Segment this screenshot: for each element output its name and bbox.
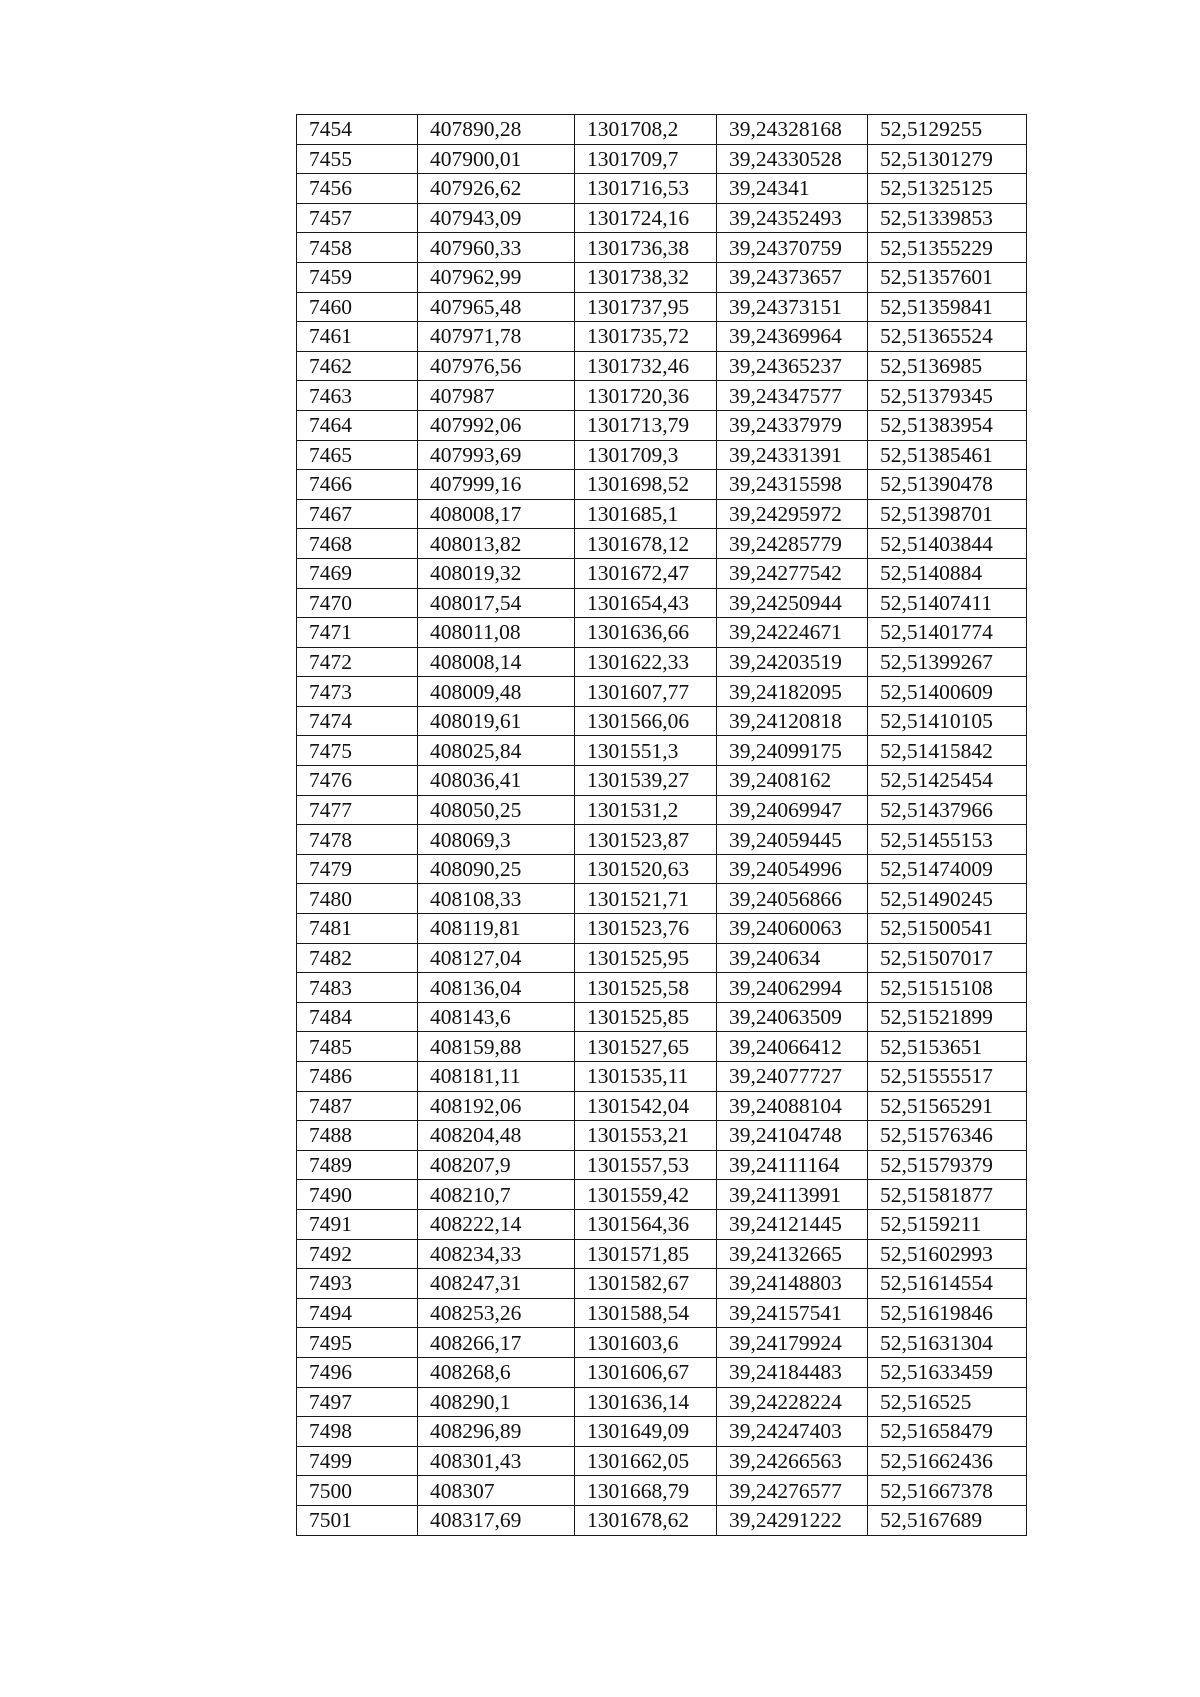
table-row	[297, 1328, 1027, 1358]
latitude-cell: 52,51565291	[868, 1091, 1027, 1121]
point-number-cell: 7497	[297, 1387, 418, 1417]
longitude-cell: 39,24224671	[717, 618, 868, 648]
x-coordinate-cell: 408013,82	[418, 529, 575, 559]
table-row	[297, 1387, 1027, 1417]
longitude-cell: 39,24121445	[717, 1209, 868, 1239]
table-row	[297, 677, 1027, 707]
latitude-cell: 52,51359841	[868, 292, 1027, 322]
y-coordinate-cell: 1301525,58	[575, 973, 717, 1003]
point-number-cell: 7487	[297, 1091, 418, 1121]
y-coordinate-cell: 1301566,06	[575, 706, 717, 736]
y-coordinate-cell: 1301571,85	[575, 1239, 717, 1269]
y-coordinate-cell: 1301709,7	[575, 144, 717, 174]
table-row	[297, 1150, 1027, 1180]
point-number-cell: 7479	[297, 854, 418, 884]
x-coordinate-cell: 408210,7	[418, 1180, 575, 1210]
latitude-cell: 52,516525	[868, 1387, 1027, 1417]
y-coordinate-cell: 1301737,95	[575, 292, 717, 322]
x-coordinate-cell: 407987	[418, 381, 575, 411]
table-row	[297, 322, 1027, 352]
table-row	[297, 203, 1027, 233]
point-number-cell: 7499	[297, 1446, 418, 1476]
x-coordinate-cell: 408127,04	[418, 943, 575, 973]
x-coordinate-cell: 408207,9	[418, 1150, 575, 1180]
table-row	[297, 854, 1027, 884]
x-coordinate-cell: 408069,3	[418, 825, 575, 855]
x-coordinate-cell: 408253,26	[418, 1298, 575, 1328]
table-row	[297, 262, 1027, 292]
table-row	[297, 292, 1027, 322]
point-number-cell: 7501	[297, 1505, 418, 1535]
longitude-cell: 39,24111164	[717, 1150, 868, 1180]
table-row	[297, 588, 1027, 618]
y-coordinate-cell: 1301520,63	[575, 854, 717, 884]
point-number-cell: 7477	[297, 795, 418, 825]
y-coordinate-cell: 1301709,3	[575, 440, 717, 470]
table-row	[297, 470, 1027, 500]
x-coordinate-cell: 408108,33	[418, 884, 575, 914]
table-row	[297, 529, 1027, 559]
longitude-cell: 39,24365237	[717, 351, 868, 381]
table-row	[297, 174, 1027, 204]
y-coordinate-cell: 1301557,53	[575, 1150, 717, 1180]
longitude-cell: 39,24148803	[717, 1269, 868, 1299]
latitude-cell: 52,51383954	[868, 410, 1027, 440]
point-number-cell: 7484	[297, 1002, 418, 1032]
latitude-cell: 52,51399267	[868, 647, 1027, 677]
longitude-cell: 39,24203519	[717, 647, 868, 677]
longitude-cell: 39,24182095	[717, 677, 868, 707]
x-coordinate-cell: 408009,48	[418, 677, 575, 707]
latitude-cell: 52,51385461	[868, 440, 1027, 470]
point-number-cell: 7460	[297, 292, 418, 322]
x-coordinate-cell: 408307	[418, 1476, 575, 1506]
table-row	[297, 1091, 1027, 1121]
x-coordinate-cell: 407900,01	[418, 144, 575, 174]
latitude-cell: 52,51619846	[868, 1298, 1027, 1328]
y-coordinate-cell: 1301564,36	[575, 1209, 717, 1239]
longitude-cell: 39,24373151	[717, 292, 868, 322]
point-number-cell: 7470	[297, 588, 418, 618]
x-coordinate-cell: 408268,6	[418, 1357, 575, 1387]
latitude-cell: 52,51576346	[868, 1121, 1027, 1151]
latitude-cell: 52,51339853	[868, 203, 1027, 233]
x-coordinate-cell: 408025,84	[418, 736, 575, 766]
latitude-cell: 52,51602993	[868, 1239, 1027, 1269]
longitude-cell: 39,24228224	[717, 1387, 868, 1417]
y-coordinate-cell: 1301553,21	[575, 1121, 717, 1151]
y-coordinate-cell: 1301654,43	[575, 588, 717, 618]
longitude-cell: 39,24062994	[717, 973, 868, 1003]
point-number-cell: 7467	[297, 499, 418, 529]
y-coordinate-cell: 1301735,72	[575, 322, 717, 352]
latitude-cell: 52,51355229	[868, 233, 1027, 263]
table-row	[297, 1357, 1027, 1387]
longitude-cell: 39,24157541	[717, 1298, 868, 1328]
point-number-cell: 7474	[297, 706, 418, 736]
y-coordinate-cell: 1301636,66	[575, 618, 717, 648]
longitude-cell: 39,24059445	[717, 825, 868, 855]
table-row	[297, 233, 1027, 263]
latitude-cell: 52,51379345	[868, 381, 1027, 411]
longitude-cell: 39,24099175	[717, 736, 868, 766]
longitude-cell: 39,24337979	[717, 410, 868, 440]
longitude-cell: 39,24331391	[717, 440, 868, 470]
point-number-cell: 7469	[297, 558, 418, 588]
table-row	[297, 943, 1027, 973]
latitude-cell: 52,51401774	[868, 618, 1027, 648]
latitude-cell: 52,51555517	[868, 1062, 1027, 1092]
y-coordinate-cell: 1301542,04	[575, 1091, 717, 1121]
table-row	[297, 115, 1027, 145]
y-coordinate-cell: 1301736,38	[575, 233, 717, 263]
longitude-cell: 39,24295972	[717, 499, 868, 529]
point-number-cell: 7493	[297, 1269, 418, 1299]
x-coordinate-cell: 408247,31	[418, 1269, 575, 1299]
point-number-cell: 7485	[297, 1032, 418, 1062]
x-coordinate-cell: 408011,08	[418, 618, 575, 648]
point-number-cell: 7471	[297, 618, 418, 648]
x-coordinate-cell: 408050,25	[418, 795, 575, 825]
x-coordinate-cell: 408090,25	[418, 854, 575, 884]
point-number-cell: 7475	[297, 736, 418, 766]
longitude-cell: 39,24088104	[717, 1091, 868, 1121]
y-coordinate-cell: 1301708,2	[575, 115, 717, 145]
longitude-cell: 39,24247403	[717, 1417, 868, 1447]
point-number-cell: 7473	[297, 677, 418, 707]
x-coordinate-cell: 408017,54	[418, 588, 575, 618]
latitude-cell: 52,51400609	[868, 677, 1027, 707]
x-coordinate-cell: 408317,69	[418, 1505, 575, 1535]
y-coordinate-cell: 1301531,2	[575, 795, 717, 825]
y-coordinate-cell: 1301527,65	[575, 1032, 717, 1062]
longitude-cell: 39,24069947	[717, 795, 868, 825]
y-coordinate-cell: 1301603,6	[575, 1328, 717, 1358]
longitude-cell: 39,2408162	[717, 766, 868, 796]
y-coordinate-cell: 1301716,53	[575, 174, 717, 204]
table-row	[297, 1298, 1027, 1328]
x-coordinate-cell: 408008,17	[418, 499, 575, 529]
point-number-cell: 7466	[297, 470, 418, 500]
point-number-cell: 7478	[297, 825, 418, 855]
x-coordinate-cell: 408290,1	[418, 1387, 575, 1417]
longitude-cell: 39,24373657	[717, 262, 868, 292]
x-coordinate-cell: 407993,69	[418, 440, 575, 470]
table-row	[297, 706, 1027, 736]
table-row	[297, 558, 1027, 588]
latitude-cell: 52,51410105	[868, 706, 1027, 736]
point-number-cell: 7495	[297, 1328, 418, 1358]
y-coordinate-cell: 1301582,67	[575, 1269, 717, 1299]
longitude-cell: 39,24179924	[717, 1328, 868, 1358]
x-coordinate-cell: 408301,43	[418, 1446, 575, 1476]
y-coordinate-cell: 1301662,05	[575, 1446, 717, 1476]
y-coordinate-cell: 1301607,77	[575, 677, 717, 707]
y-coordinate-cell: 1301720,36	[575, 381, 717, 411]
latitude-cell: 52,51390478	[868, 470, 1027, 500]
x-coordinate-cell: 408019,32	[418, 558, 575, 588]
x-coordinate-cell: 408136,04	[418, 973, 575, 1003]
latitude-cell: 52,5129255	[868, 115, 1027, 145]
latitude-cell: 52,5167689	[868, 1505, 1027, 1535]
coordinates-table	[296, 114, 1027, 1536]
y-coordinate-cell: 1301672,47	[575, 558, 717, 588]
latitude-cell: 52,51662436	[868, 1446, 1027, 1476]
y-coordinate-cell: 1301678,12	[575, 529, 717, 559]
point-number-cell: 7486	[297, 1062, 418, 1092]
latitude-cell: 52,5159211	[868, 1209, 1027, 1239]
point-number-cell: 7489	[297, 1150, 418, 1180]
x-coordinate-cell: 407960,33	[418, 233, 575, 263]
point-number-cell: 7490	[297, 1180, 418, 1210]
table-row	[297, 647, 1027, 677]
table-row	[297, 1121, 1027, 1151]
y-coordinate-cell: 1301559,42	[575, 1180, 717, 1210]
y-coordinate-cell: 1301588,54	[575, 1298, 717, 1328]
latitude-cell: 52,51455153	[868, 825, 1027, 855]
table-row	[297, 1002, 1027, 1032]
point-number-cell: 7464	[297, 410, 418, 440]
x-coordinate-cell: 407890,28	[418, 115, 575, 145]
table-row	[297, 1446, 1027, 1476]
point-number-cell: 7459	[297, 262, 418, 292]
table-row	[297, 825, 1027, 855]
x-coordinate-cell: 408192,06	[418, 1091, 575, 1121]
y-coordinate-cell: 1301732,46	[575, 351, 717, 381]
table-row	[297, 1209, 1027, 1239]
y-coordinate-cell: 1301698,52	[575, 470, 717, 500]
longitude-cell: 39,24104748	[717, 1121, 868, 1151]
table-row	[297, 144, 1027, 174]
latitude-cell: 52,51425454	[868, 766, 1027, 796]
x-coordinate-cell: 408266,17	[418, 1328, 575, 1358]
latitude-cell: 52,51658479	[868, 1417, 1027, 1447]
x-coordinate-cell: 408143,6	[418, 1002, 575, 1032]
table-row	[297, 1180, 1027, 1210]
latitude-cell: 52,51631304	[868, 1328, 1027, 1358]
latitude-cell: 52,51507017	[868, 943, 1027, 973]
longitude-cell: 39,24063509	[717, 1002, 868, 1032]
table-row	[297, 973, 1027, 1003]
x-coordinate-cell: 408181,11	[418, 1062, 575, 1092]
table-row	[297, 618, 1027, 648]
latitude-cell: 52,51581877	[868, 1180, 1027, 1210]
point-number-cell: 7472	[297, 647, 418, 677]
longitude-cell: 39,24315598	[717, 470, 868, 500]
latitude-cell: 52,51398701	[868, 499, 1027, 529]
table-row	[297, 351, 1027, 381]
x-coordinate-cell: 407992,06	[418, 410, 575, 440]
latitude-cell: 52,51515108	[868, 973, 1027, 1003]
y-coordinate-cell: 1301724,16	[575, 203, 717, 233]
table-row	[297, 1269, 1027, 1299]
point-number-cell: 7498	[297, 1417, 418, 1447]
longitude-cell: 39,24347577	[717, 381, 868, 411]
y-coordinate-cell: 1301525,85	[575, 1002, 717, 1032]
x-coordinate-cell: 408204,48	[418, 1121, 575, 1151]
point-number-cell: 7454	[297, 115, 418, 145]
table-row	[297, 736, 1027, 766]
table-row	[297, 440, 1027, 470]
x-coordinate-cell: 407926,62	[418, 174, 575, 204]
y-coordinate-cell: 1301636,14	[575, 1387, 717, 1417]
point-number-cell: 7468	[297, 529, 418, 559]
point-number-cell: 7456	[297, 174, 418, 204]
point-number-cell: 7476	[297, 766, 418, 796]
y-coordinate-cell: 1301649,09	[575, 1417, 717, 1447]
longitude-cell: 39,24341	[717, 174, 868, 204]
latitude-cell: 52,51633459	[868, 1357, 1027, 1387]
longitude-cell: 39,24054996	[717, 854, 868, 884]
table-row	[297, 1417, 1027, 1447]
point-number-cell: 7455	[297, 144, 418, 174]
x-coordinate-cell: 407976,56	[418, 351, 575, 381]
table-row	[297, 410, 1027, 440]
point-number-cell: 7492	[297, 1239, 418, 1269]
y-coordinate-cell: 1301685,1	[575, 499, 717, 529]
table-row	[297, 1476, 1027, 1506]
longitude-cell: 39,24291222	[717, 1505, 868, 1535]
latitude-cell: 52,51407411	[868, 588, 1027, 618]
longitude-cell: 39,24120818	[717, 706, 868, 736]
point-number-cell: 7481	[297, 914, 418, 944]
longitude-cell: 39,24352493	[717, 203, 868, 233]
x-coordinate-cell: 407971,78	[418, 322, 575, 352]
x-coordinate-cell: 408119,81	[418, 914, 575, 944]
x-coordinate-cell: 407943,09	[418, 203, 575, 233]
point-number-cell: 7480	[297, 884, 418, 914]
y-coordinate-cell: 1301622,33	[575, 647, 717, 677]
latitude-cell: 52,51490245	[868, 884, 1027, 914]
x-coordinate-cell: 408036,41	[418, 766, 575, 796]
latitude-cell: 52,51667378	[868, 1476, 1027, 1506]
latitude-cell: 52,51437966	[868, 795, 1027, 825]
longitude-cell: 39,24330528	[717, 144, 868, 174]
point-number-cell: 7458	[297, 233, 418, 263]
latitude-cell: 52,51614554	[868, 1269, 1027, 1299]
table-row	[297, 1032, 1027, 1062]
longitude-cell: 39,24132665	[717, 1239, 868, 1269]
longitude-cell: 39,24250944	[717, 588, 868, 618]
longitude-cell: 39,24060063	[717, 914, 868, 944]
point-number-cell: 7482	[297, 943, 418, 973]
longitude-cell: 39,24277542	[717, 558, 868, 588]
table-row	[297, 884, 1027, 914]
y-coordinate-cell: 1301525,95	[575, 943, 717, 973]
longitude-cell: 39,24276577	[717, 1476, 868, 1506]
latitude-cell: 52,51474009	[868, 854, 1027, 884]
point-number-cell: 7465	[297, 440, 418, 470]
point-number-cell: 7500	[297, 1476, 418, 1506]
point-number-cell: 7483	[297, 973, 418, 1003]
longitude-cell: 39,24113991	[717, 1180, 868, 1210]
longitude-cell: 39,24077727	[717, 1062, 868, 1092]
latitude-cell: 52,51521899	[868, 1002, 1027, 1032]
latitude-cell: 52,5140884	[868, 558, 1027, 588]
table-row	[297, 381, 1027, 411]
coordinates-table-body	[297, 115, 1027, 1536]
y-coordinate-cell: 1301551,3	[575, 736, 717, 766]
y-coordinate-cell: 1301668,79	[575, 1476, 717, 1506]
latitude-cell: 52,51325125	[868, 174, 1027, 204]
x-coordinate-cell: 408296,89	[418, 1417, 575, 1447]
latitude-cell: 52,51500541	[868, 914, 1027, 944]
longitude-cell: 39,240634	[717, 943, 868, 973]
latitude-cell: 52,51415842	[868, 736, 1027, 766]
point-number-cell: 7494	[297, 1298, 418, 1328]
table-row	[297, 1062, 1027, 1092]
longitude-cell: 39,24328168	[717, 115, 868, 145]
point-number-cell: 7462	[297, 351, 418, 381]
longitude-cell: 39,24369964	[717, 322, 868, 352]
table-row	[297, 914, 1027, 944]
point-number-cell: 7488	[297, 1121, 418, 1151]
latitude-cell: 52,51403844	[868, 529, 1027, 559]
x-coordinate-cell: 408159,88	[418, 1032, 575, 1062]
y-coordinate-cell: 1301523,76	[575, 914, 717, 944]
table-row	[297, 766, 1027, 796]
y-coordinate-cell: 1301523,87	[575, 825, 717, 855]
y-coordinate-cell: 1301521,71	[575, 884, 717, 914]
longitude-cell: 39,24370759	[717, 233, 868, 263]
x-coordinate-cell: 408222,14	[418, 1209, 575, 1239]
latitude-cell: 52,5153651	[868, 1032, 1027, 1062]
table-row	[297, 1505, 1027, 1535]
latitude-cell: 52,51365524	[868, 322, 1027, 352]
point-number-cell: 7491	[297, 1209, 418, 1239]
latitude-cell: 52,51357601	[868, 262, 1027, 292]
longitude-cell: 39,24066412	[717, 1032, 868, 1062]
table-row	[297, 795, 1027, 825]
longitude-cell: 39,24285779	[717, 529, 868, 559]
y-coordinate-cell: 1301539,27	[575, 766, 717, 796]
latitude-cell: 52,5136985	[868, 351, 1027, 381]
x-coordinate-cell: 408019,61	[418, 706, 575, 736]
y-coordinate-cell: 1301678,62	[575, 1505, 717, 1535]
point-number-cell: 7496	[297, 1357, 418, 1387]
y-coordinate-cell: 1301535,11	[575, 1062, 717, 1092]
y-coordinate-cell: 1301713,79	[575, 410, 717, 440]
latitude-cell: 52,51579379	[868, 1150, 1027, 1180]
point-number-cell: 7457	[297, 203, 418, 233]
y-coordinate-cell: 1301738,32	[575, 262, 717, 292]
latitude-cell: 52,51301279	[868, 144, 1027, 174]
table-row	[297, 1239, 1027, 1269]
x-coordinate-cell: 407965,48	[418, 292, 575, 322]
y-coordinate-cell: 1301606,67	[575, 1357, 717, 1387]
x-coordinate-cell: 408234,33	[418, 1239, 575, 1269]
x-coordinate-cell: 408008,14	[418, 647, 575, 677]
table-row	[297, 499, 1027, 529]
point-number-cell: 7461	[297, 322, 418, 352]
x-coordinate-cell: 407962,99	[418, 262, 575, 292]
longitude-cell: 39,24266563	[717, 1446, 868, 1476]
longitude-cell: 39,24184483	[717, 1357, 868, 1387]
x-coordinate-cell: 407999,16	[418, 470, 575, 500]
point-number-cell: 7463	[297, 381, 418, 411]
longitude-cell: 39,24056866	[717, 884, 868, 914]
